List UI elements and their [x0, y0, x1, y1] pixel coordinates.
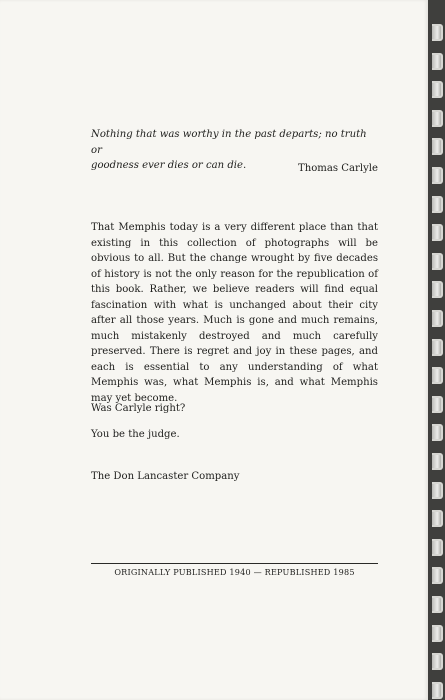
binding-coil — [432, 367, 443, 384]
binding-coil — [432, 110, 443, 127]
binding-coil — [432, 53, 443, 70]
binding-coil — [432, 310, 443, 327]
binding-coil — [432, 396, 443, 413]
binding-coil — [432, 138, 443, 155]
epigraph-line-1: Nothing that was worthy in the past departs; no truth or — [91, 129, 367, 156]
binding-coil — [432, 653, 443, 670]
binding-coil — [432, 482, 443, 499]
binding-coil — [432, 81, 443, 98]
binding-coil — [432, 625, 443, 642]
epigraph-author: Thomas Carlyle — [298, 163, 378, 174]
binding-coil — [432, 567, 443, 584]
footer-rule — [91, 563, 378, 564]
binding-coil — [432, 596, 443, 613]
answer-line: You be the judge. — [91, 429, 180, 440]
binding-coil — [432, 224, 443, 241]
binding-coil — [432, 24, 443, 41]
binding-coil — [432, 196, 443, 213]
binding-coil — [432, 539, 443, 556]
binding-coil — [432, 510, 443, 527]
epigraph-line-2: goodness ever dies or can die. — [91, 160, 247, 171]
binding-coil — [432, 167, 443, 184]
body-paragraph: That Memphis today is a very different place than that existing in this collection of photographs will be obvious to all. But the change wrought by five decades of history is not the only reason for the republication of this book. Rather, we believe readers will find equal fascination with what is unchanged about their city after all those years. Much is gone and much remains, much mistakenly destroyed and much carefully preserved. There is regret and joy in these pages, and each is essential to any understanding of what Memphis was, what Memphis is, and what Memphis may yet become. — [91, 222, 378, 404]
binding-coil — [432, 281, 443, 298]
company-signature: The Don Lancaster Company — [91, 471, 240, 482]
spiral-binding — [428, 0, 445, 700]
binding-coil — [432, 682, 443, 699]
binding-coil — [432, 424, 443, 441]
binding-coil — [432, 339, 443, 356]
publication-note: ORIGINALLY PUBLISHED 1940 — REPUBLISHED 1985 — [114, 567, 355, 577]
binding-coil — [432, 253, 443, 270]
question-line: Was Carlyle right? — [91, 403, 186, 414]
binding-coil — [432, 453, 443, 470]
